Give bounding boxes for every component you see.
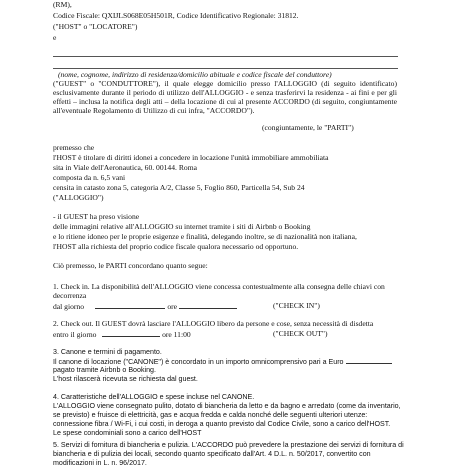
fill-in-line bbox=[53, 56, 398, 57]
clause-3-line-4: L'host rilascerà ricevuta se richiesta dal guest. bbox=[53, 375, 198, 383]
clause-2-entro-label: entro il giorno bbox=[53, 330, 97, 339]
clause-5-line-2: biancheria e di pulizia dei locali, secondo quanto specificato dall'Art. 4 D.L. n. 50/2017, convertito con bbox=[53, 450, 371, 458]
clause-1-line-1: 1. Check in. La disponibilità dell'ALLOGGIO viene concessa contestualmente alla consegna delle chiavi con bbox=[53, 282, 385, 291]
premesso-line-5: ("ALLOGGIO") bbox=[53, 193, 104, 202]
clause-4-line-5: Le spese condominiali sono a carico dell'HOST bbox=[53, 429, 202, 437]
premesso-line-2: sita in Viale dell'Aeronautica, 60. 00144. Roma bbox=[53, 163, 197, 172]
canone-amount-blank bbox=[346, 357, 392, 364]
clause-2-ore-label: ore 11:00 bbox=[162, 330, 191, 339]
guest-premise-2: delle immagini relative all'ALLOGGIO su internet tramite i siti di Airbnb o Booking bbox=[53, 222, 311, 231]
clause-4-line-3: se previsto) e fruisce di elettricità, gas e acqua fredda e calda nonché delle seguenti ulteriori utenze: bbox=[53, 411, 368, 419]
check-in-date-blank bbox=[95, 302, 165, 309]
guest-premise-4: l'HOST alla richiesta del proprio codice fiscale qualora necessario od opportuno. bbox=[53, 242, 299, 251]
header-fiscal-line: Codice Fiscale: QXIJLS068E05H501R, Codice Identificativo Regionale: 31812. bbox=[53, 11, 299, 20]
clause-3-title: 3. Canone e termini di pagamento. bbox=[53, 348, 162, 356]
clause-2-dates bbox=[53, 329, 328, 340]
check-in-time-blank bbox=[179, 302, 237, 309]
cio-premesso: Ciò premesso, le PARTI concordano quanto segue: bbox=[53, 261, 208, 270]
check-out-tag: ("CHECK OUT") bbox=[273, 329, 328, 338]
clause-1-line-2: decorrenza bbox=[53, 291, 87, 300]
clause-1-ore-label: ore bbox=[167, 302, 178, 311]
check-out-date-blank bbox=[102, 330, 160, 337]
guest-premise-3: e lo ritiene idoneo per le proprie esigenze e finalità, delegando inoltre, se di nazionalità non italiana, bbox=[53, 232, 357, 241]
clause-4-line-2: L'ALLOGGIO viene consegnato pulito, dotato di biancheria da letto e da bagno e arredato (come da inventario, bbox=[53, 402, 401, 410]
guest-caption: (nome, cognome, indirizzo di residenza/domicilio abituale e codice fiscale del conduttore) bbox=[58, 70, 332, 79]
clause-1-dal-label: dal giorno bbox=[53, 302, 85, 311]
header-host-line: ("HOST" o "LOCATORE") bbox=[53, 22, 138, 31]
clause-1-dates bbox=[53, 301, 320, 312]
clause-4-title: 4. Caratteristiche dell'ALLOGGIO e spese incluse nel CANONE. bbox=[53, 393, 255, 401]
clause-4-line-4: connessione fibra / Wi-Fi, i cui costi, in deroga a quanto previsto dal Codice Civile, sono a carico dell'HOST. bbox=[53, 420, 391, 428]
header-e: e bbox=[53, 33, 57, 42]
clause-3-canone-text: Il canone di locazione ("CANONE") è concordato in un importo omnicomprensivo pari a Euro bbox=[53, 358, 344, 366]
check-in-tag: ("CHECK IN") bbox=[273, 301, 320, 310]
parti-label: (congiuntamente, le "PARTI") bbox=[262, 123, 354, 132]
premesso-line-1: l'HOST è titolare di diritti idonei a concedere in locazione l'unità immobiliare ammobiliata bbox=[53, 153, 329, 162]
clause-5-line-1: 5. Servizi di fornitura di biancheria e pulizia. L'ACCORDO può prevedere la prestazione dei servizi di fornitura di bbox=[53, 441, 404, 449]
header-rm: (RM), bbox=[53, 0, 72, 9]
clause-3-line-3: pagato tramite Airbnb o Booking. bbox=[53, 366, 156, 374]
clause-5-line-3: modificazioni in L. n. 96/2017. bbox=[53, 459, 147, 467]
premesso-line-4: censita in catasto zona 5, categoria A/2, Classe 5, Foglio 860, Particella 54, Sub 24 bbox=[53, 183, 305, 192]
premesso-line-3: composta da n. 6,5 vani bbox=[53, 173, 126, 182]
premesso-intro: premesso che bbox=[53, 143, 95, 152]
fill-in-line bbox=[53, 68, 398, 69]
guest-premise-1: - il GUEST ha preso visione bbox=[53, 212, 140, 221]
guest-paragraph: ("GUEST" o "CONDUTTORE"), il quale elegge domicilio presso l'ALLOGGIO (di seguito identificato) esclusivamente durante il periodo di utilizzo dell'ALLOGGIO - e senza trasferirvi la residenza - ai fini e per gli effetti – inclusa la notifica degli atti – della locazione di cui al presente ACCORDO (di seguito, congiuntamente all'eventuale Regolamento di Utilizzo di cui infra, "ACCORDO"). bbox=[53, 79, 397, 115]
clause-2-line-1: 2. Check out. Il GUEST dovrà lasciare l'ALLOGGIO libero da persone e cose, senza necessità di disdetta bbox=[53, 319, 374, 328]
